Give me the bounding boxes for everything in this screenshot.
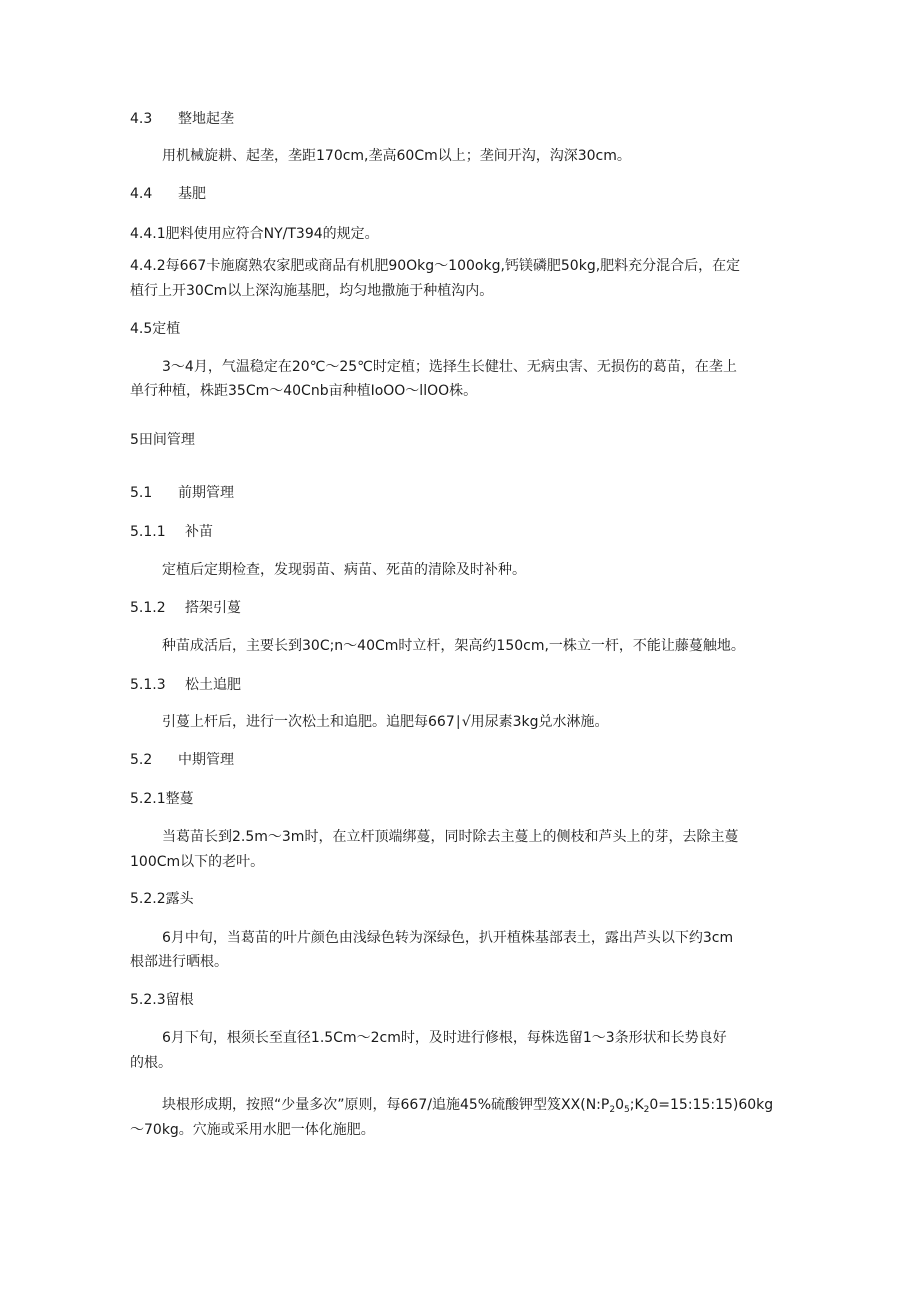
section-title: 松土追肥 <box>185 677 241 693</box>
heading-5-1-1 <box>130 522 213 542</box>
paragraph-5-2-1-line1: 当葛苗长到2.5m～3m时，在立杆顶端绑蔓，同时除去主蔓上的侧枝和芦头上的芽，去除主蔓 <box>162 829 739 845</box>
section-title: 整地起垄 <box>178 111 234 127</box>
paragraph-fertilizer-line2: ～70kg。穴施或采用水肥一体化施肥。 <box>130 1122 375 1138</box>
heading-5-2-2: 5.2.2露头 <box>130 891 194 907</box>
heading-5-2-3: 5.2.3留根 <box>130 992 194 1008</box>
paragraph-5-2-2-line1: 6月中旬，当葛苗的叶片颜色由浅绿色转为深绿色，扒开植株基部表土，露出芦头以下约3cm <box>162 930 734 946</box>
section-title: 前期管理 <box>178 485 234 501</box>
section-title: 补苗 <box>185 524 213 540</box>
heading-5-1-3 <box>130 675 241 695</box>
subscript: 2 <box>643 1105 650 1115</box>
text-segment: ;K <box>629 1097 644 1113</box>
section-number: 5.1.2 <box>130 600 166 616</box>
text-segment: 0=15:15:15)60kg <box>649 1097 774 1113</box>
heading-5-1-2 <box>130 598 241 618</box>
section-title: 搭架引蔓 <box>185 600 241 616</box>
subscript: 5 <box>624 1105 630 1115</box>
heading-4-5: 4.5定植 <box>130 321 181 337</box>
paragraph-4-4-2-line1: 4.4.2每667卡施腐熟农家肥或商品有机肥90Okg～100okg,钙镁磷肥50kg,肥料充分混合后，在定 <box>130 258 741 274</box>
heading-5-2 <box>130 750 234 770</box>
paragraph-4-4-1: 4.4.1肥料使用应符合NY/T394的规定。 <box>130 226 379 242</box>
section-number: 5.1 <box>130 485 153 501</box>
section-title: 基肥 <box>178 186 206 202</box>
section-number: 5.1.3 <box>130 677 166 693</box>
section-number: 4.3 <box>130 111 153 127</box>
heading-5-1 <box>130 483 234 503</box>
section-number: 5.1.1 <box>130 524 166 540</box>
paragraph-4-5-line1: 3～4月，气温稳定在20℃～25℃时定植；选择生长健壮、无病虫害、无损伤的葛苗，在垄上 <box>162 359 737 375</box>
paragraph-5-2-3-line1: 6月下旬，根须长至直径1.5Cm～2cm时，及时进行修根，每株选留1～3条形状和长势良好 <box>162 1030 727 1046</box>
section-number: 4.4 <box>130 186 153 202</box>
subscript: 2 <box>609 1105 616 1115</box>
paragraph-5-2-2-line2: 根部进行晒根。 <box>130 954 228 970</box>
paragraph-4-5-line2: 单行种植，株距35Cm～40Cnb亩种植IoOO～llOO株。 <box>130 383 478 399</box>
section-title: 中期管理 <box>178 752 234 768</box>
paragraph-5-2-1-line2: 100Cm以下的老叶。 <box>130 854 265 870</box>
paragraph-5-1-2: 种苗成活后，主要长到30C;n～40Cm时立杆，架高约150cm,一株立一杆，不能让藤蔓触地。 <box>162 638 745 654</box>
paragraph-4-3: 用机械旋耕、起垄，垄距170cm,垄高60Cm以上；垄间开沟，沟深30cm。 <box>162 148 631 164</box>
text-segment: 块根形成期，按照“少量多次”原则，每667/追施45%硫酸钾型笈XX(N:P <box>162 1097 610 1113</box>
heading-4-3 <box>130 109 234 129</box>
heading-4-4 <box>130 184 206 204</box>
paragraph-4-4-2-line2: 植行上开30Cm以上深沟施基肥，均匀地撒施于种植沟内。 <box>130 283 494 299</box>
heading-5-2-1: 5.2.1整蔓 <box>130 791 194 807</box>
section-number: 5.2 <box>130 752 153 768</box>
paragraph-5-2-3-line2: 的根。 <box>130 1055 172 1071</box>
heading-5: 5田间管理 <box>130 432 195 448</box>
paragraph-5-1-3: 引蔓上杆后，进行一次松土和追肥。追肥每667∣√用尿素3kg兑水淋施。 <box>162 714 609 730</box>
text-segment: 0 <box>615 1097 624 1113</box>
paragraph-5-1-1: 定植后定期检查，发现弱苗、病苗、死苗的清除及时补种。 <box>162 562 526 578</box>
paragraph-fertilizer-line1 <box>162 1095 773 1115</box>
